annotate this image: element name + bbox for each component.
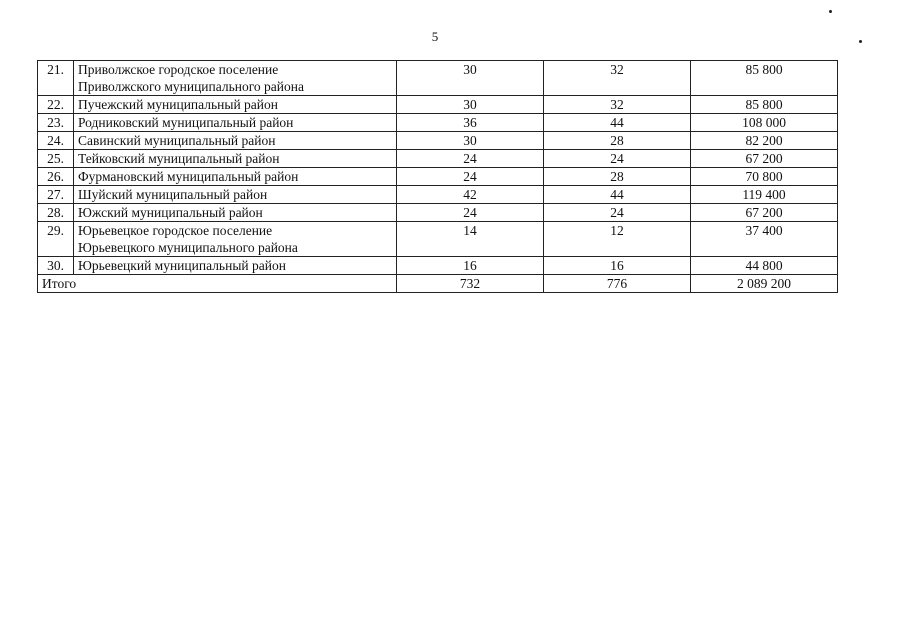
total-col2: 776 [544, 275, 691, 293]
table-row [38, 222, 838, 257]
municipality-name [74, 96, 397, 114]
municipality-name-line: Приволжского муниципального района [78, 79, 304, 94]
municipality-name [74, 168, 397, 186]
row-number: 24. [38, 132, 74, 150]
value-col2: 44 [544, 114, 691, 132]
value-col1: 42 [397, 186, 544, 204]
row-number: 27. [38, 186, 74, 204]
table-row [38, 114, 838, 132]
value-col3: 70 800 [691, 168, 838, 186]
municipality-name [74, 114, 397, 132]
municipality-name-line: Юрьевецкого муниципального района [78, 240, 298, 255]
value-col3: 82 200 [691, 132, 838, 150]
value-col3: 119 400 [691, 186, 838, 204]
value-col2: 28 [544, 168, 691, 186]
table-row [38, 204, 838, 222]
value-col1: 16 [397, 257, 544, 275]
value-col1: 14 [397, 222, 544, 257]
row-number: 22. [38, 96, 74, 114]
table-row [38, 186, 838, 204]
row-number: 21. [38, 61, 74, 96]
municipality-name [74, 222, 397, 257]
row-number: 28. [38, 204, 74, 222]
value-col2: 32 [544, 61, 691, 96]
value-col1: 24 [397, 150, 544, 168]
total-col3: 2 089 200 [691, 275, 838, 293]
value-col3: 108 000 [691, 114, 838, 132]
total-col1: 732 [397, 275, 544, 293]
row-number: 23. [38, 114, 74, 132]
value-col2: 12 [544, 222, 691, 257]
value-col1: 30 [397, 96, 544, 114]
table-row [38, 168, 838, 186]
value-col2: 32 [544, 96, 691, 114]
municipality-name-line: Южский муниципальный район [78, 205, 263, 220]
allocation-table [37, 60, 838, 293]
value-col3: 67 200 [691, 204, 838, 222]
value-col3: 44 800 [691, 257, 838, 275]
total-label: Итого [38, 275, 397, 293]
value-col2: 44 [544, 186, 691, 204]
row-number: 30. [38, 257, 74, 275]
page-number: 5 [431, 29, 439, 44]
row-number: 25. [38, 150, 74, 168]
table-row [38, 132, 838, 150]
municipality-name-line: Приволжское городское поселение [78, 62, 279, 77]
total-row [38, 275, 838, 293]
municipality-name-line: Юрьевецкий муниципальный район [78, 258, 286, 273]
scan-speck-2 [859, 40, 862, 43]
value-col1: 36 [397, 114, 544, 132]
value-col3: 37 400 [691, 222, 838, 257]
municipality-name [74, 186, 397, 204]
municipality-name [74, 150, 397, 168]
row-number: 29. [38, 222, 74, 257]
table-body [38, 61, 838, 293]
value-col3: 67 200 [691, 150, 838, 168]
value-col2: 24 [544, 204, 691, 222]
value-col3: 85 800 [691, 96, 838, 114]
municipality-name [74, 204, 397, 222]
value-col2: 24 [544, 150, 691, 168]
value-col1: 24 [397, 204, 544, 222]
value-col3: 85 800 [691, 61, 838, 96]
municipality-name-line: Фурмановский муниципальный район [78, 169, 299, 184]
municipality-name [74, 132, 397, 150]
value-col1: 24 [397, 168, 544, 186]
table-row [38, 61, 838, 96]
table-row [38, 96, 838, 114]
value-col2: 16 [544, 257, 691, 275]
value-col1: 30 [397, 61, 544, 96]
scan-speck-1 [829, 10, 832, 13]
municipality-name-line: Пучежский муниципальный район [78, 97, 278, 112]
value-col1: 30 [397, 132, 544, 150]
row-number: 26. [38, 168, 74, 186]
municipality-name-line: Савинский муниципальный район [78, 133, 276, 148]
municipality-name-line: Тейковский муниципальный район [78, 151, 280, 166]
municipality-name-line: Шуйский муниципальный район [78, 187, 268, 202]
municipality-name-line: Юрьевецкое городское поселение [78, 223, 273, 238]
value-col2: 28 [544, 132, 691, 150]
table-row [38, 257, 838, 275]
municipality-name [74, 61, 397, 96]
table-row [38, 150, 838, 168]
municipality-name-line: Родниковский муниципальный район [78, 115, 294, 130]
municipality-name [74, 257, 397, 275]
